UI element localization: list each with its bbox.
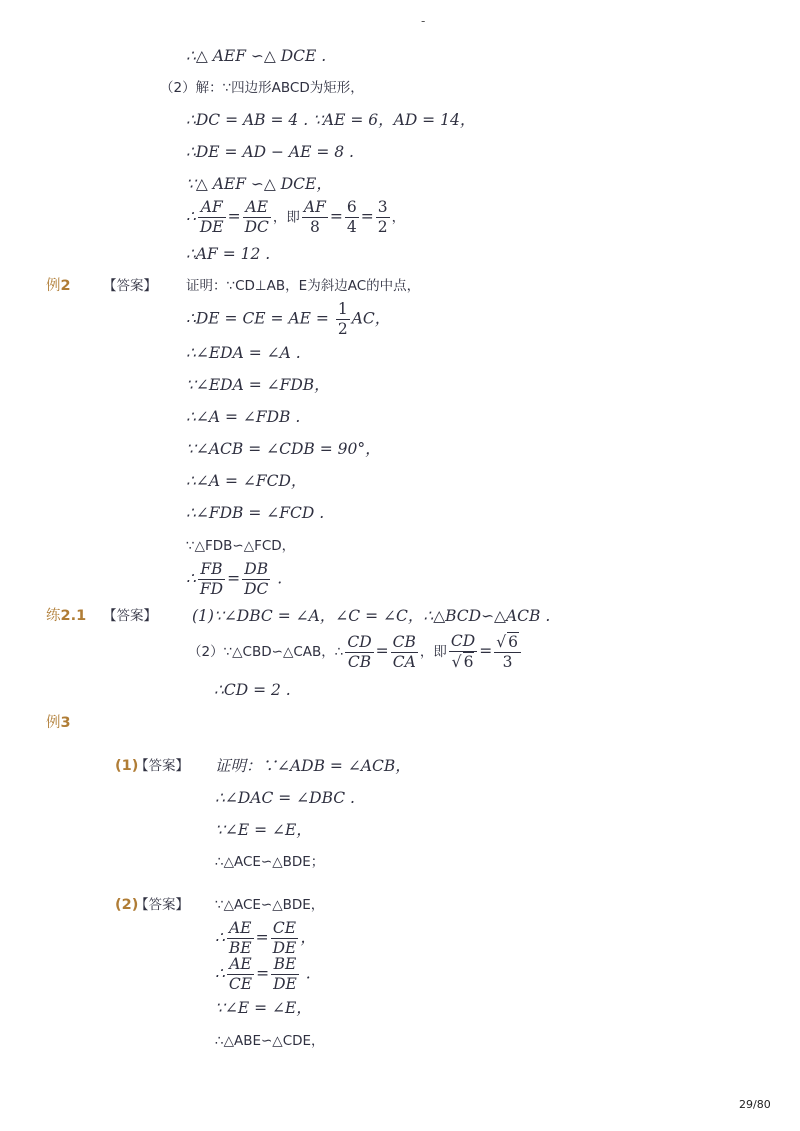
numerator <box>494 632 521 652</box>
text: ∴ <box>215 964 225 983</box>
numerator: CD <box>450 632 476 650</box>
example-2-line-2 <box>186 300 390 339</box>
numerator: AE <box>245 198 269 216</box>
denominator: DC <box>244 580 269 598</box>
denominator: CE <box>228 975 253 993</box>
example-2-label <box>46 276 71 296</box>
numerator: 6 <box>346 198 357 216</box>
text: ∴ <box>215 928 225 947</box>
numerator: CD <box>347 632 372 651</box>
fraction <box>376 198 390 237</box>
numerator: AE <box>229 955 252 973</box>
solution-line-2: （2）解：∵四边形ABCD为矩形， <box>160 80 364 96</box>
example-3-part-2-line-5: ∴△ABE∽△CDE， <box>215 1033 325 1049</box>
example-2-line-3: ∴∠EDA = ∠A . <box>186 344 301 362</box>
solution-line-4: ∴DE = AD − AE = 8 . <box>186 143 354 161</box>
equals: = <box>227 207 241 226</box>
numerator: DB <box>244 560 269 578</box>
denominator: 4 <box>346 218 357 236</box>
fraction <box>271 919 299 958</box>
example-2-line-5: ∴∠A = ∠FDB . <box>186 408 301 426</box>
equals: = <box>375 642 389 660</box>
example-3-part-2-line-1: ∵△ACE∽△BDE， <box>215 897 325 913</box>
numerator: CE <box>272 919 297 937</box>
numerator: 1 <box>337 300 348 318</box>
text: ∴ <box>186 569 196 588</box>
denominator <box>449 651 477 672</box>
page-number: 29/80 <box>739 1098 771 1111</box>
radicand: 6 <box>463 653 474 671</box>
example-3-part-2-line-3 <box>215 955 311 994</box>
denominator: DC <box>244 218 269 236</box>
example-3-part-2-line-2 <box>215 919 316 958</box>
equals: = <box>256 964 270 983</box>
numerator: CB <box>392 632 416 651</box>
numerator: FB <box>200 560 223 578</box>
fraction <box>227 919 254 958</box>
part-2-label: (2) <box>115 897 139 913</box>
example-2-line-6: ∵∠ACB = ∠CDB = 90°， <box>186 440 381 458</box>
equals: = <box>255 928 269 947</box>
answer-tag: 【答案】 <box>135 897 189 913</box>
equals: = <box>479 642 493 660</box>
equals: = <box>227 569 241 588</box>
example-2-line-8: ∴∠FDB = ∠FCD . <box>186 504 325 522</box>
practice-2-1-line-2 <box>188 632 523 672</box>
example-2-line-9: ∵△FDB∽△FCD， <box>186 538 296 554</box>
practice-2-1-line-3: ∴CD = 2 . <box>214 681 291 699</box>
example-3-part-1-line-3: ∵∠E = ∠E， <box>215 821 312 839</box>
radicand: 6 <box>508 633 518 651</box>
example-3-part-1-line-4: ∴△ACE∽△BDE； <box>215 854 325 870</box>
denominator: CB <box>345 652 373 672</box>
denominator: FD <box>199 580 224 598</box>
example-2-line-10 <box>186 560 282 599</box>
top-dash: - <box>421 14 426 28</box>
numerator: BE <box>273 955 297 973</box>
fraction <box>242 560 270 599</box>
answer-tag: 【答案】 <box>103 278 157 294</box>
answer-tag: 【答案】 <box>135 758 189 774</box>
label-number: 2.1 <box>60 608 87 624</box>
text: ∴DE = CE = AE = <box>186 309 334 328</box>
fraction <box>198 198 226 237</box>
denominator: 2 <box>377 218 388 236</box>
equals: = <box>329 207 343 226</box>
denominator: DE <box>273 975 297 993</box>
fraction <box>243 198 271 237</box>
part-1-label: (1) <box>115 758 139 774</box>
fraction <box>391 633 418 672</box>
numerator: AF <box>200 198 223 216</box>
example-3-part-1-line-2: ∴∠DAC = ∠DBC . <box>215 789 355 807</box>
label-number: 2 <box>60 278 71 294</box>
text: ， <box>391 209 406 226</box>
fraction <box>345 633 373 672</box>
example-2-line-7: ∴∠A = ∠FCD， <box>186 472 307 490</box>
equals: = <box>360 207 374 226</box>
solution-line-7: ∴AF = 12 . <box>186 245 271 263</box>
fraction <box>271 955 299 994</box>
answer-tag: 【答案】 <box>103 608 157 624</box>
denominator: CA <box>391 652 418 672</box>
label-prefix: 练 <box>46 608 61 624</box>
denominator: 8 <box>302 217 328 237</box>
fraction <box>336 300 350 339</box>
text: （2）∵△CBD∽△CAB，∴ <box>188 644 344 660</box>
practice-2-1-label <box>46 606 86 626</box>
denominator: BE <box>228 939 252 957</box>
fraction <box>345 198 359 237</box>
solution-line-3: ∴DC = AB = 4 . ∵AE = 6，AD = 14， <box>186 111 476 129</box>
example-2-line-1: 证明：∵CD⊥AB，E为斜边AC的中点， <box>186 278 421 294</box>
label-number: 3 <box>60 715 71 731</box>
text: . <box>300 964 311 983</box>
practice-2-1-line-1: (1)∵∠DBC = ∠A，∠C = ∠C，∴△BCD∽△ACB . <box>192 607 551 625</box>
denominator: 2 <box>337 320 348 338</box>
example-3-label <box>46 713 71 733</box>
fraction <box>449 632 477 672</box>
text: AC， <box>351 309 391 328</box>
numerator: AE <box>228 919 252 937</box>
text: ，即 <box>419 644 447 660</box>
solution-line-6 <box>186 198 405 237</box>
fraction <box>227 955 254 994</box>
label-prefix: 例 <box>46 278 61 294</box>
numerator: 3 <box>377 198 388 216</box>
denominator: DE <box>272 939 297 957</box>
text: ， <box>300 928 316 947</box>
label-prefix: 例 <box>46 715 61 731</box>
example-3-part-2-line-4: ∵∠E = ∠E， <box>215 999 312 1017</box>
sqrt-sign: √ <box>496 633 507 651</box>
example-2-line-4: ∵∠EDA = ∠FDB， <box>186 376 330 394</box>
solution-line-5: ∵△ AEF ∽△ DCE， <box>186 175 332 193</box>
denominator: 3 <box>494 652 521 672</box>
numerator: AF <box>303 198 326 216</box>
text: . <box>272 569 283 588</box>
fraction <box>494 632 521 672</box>
fraction <box>302 198 328 237</box>
denominator: DE <box>199 218 224 236</box>
example-3-part-1-line-1: 证明：∵∠ADB = ∠ACB， <box>215 757 411 775</box>
text: ，即 <box>272 209 300 226</box>
solution-line-1: ∴△ AEF ∽△ DCE . <box>186 47 327 65</box>
text: ∴ <box>186 207 196 226</box>
sqrt-sign: √ <box>451 653 462 671</box>
fraction <box>198 560 225 599</box>
